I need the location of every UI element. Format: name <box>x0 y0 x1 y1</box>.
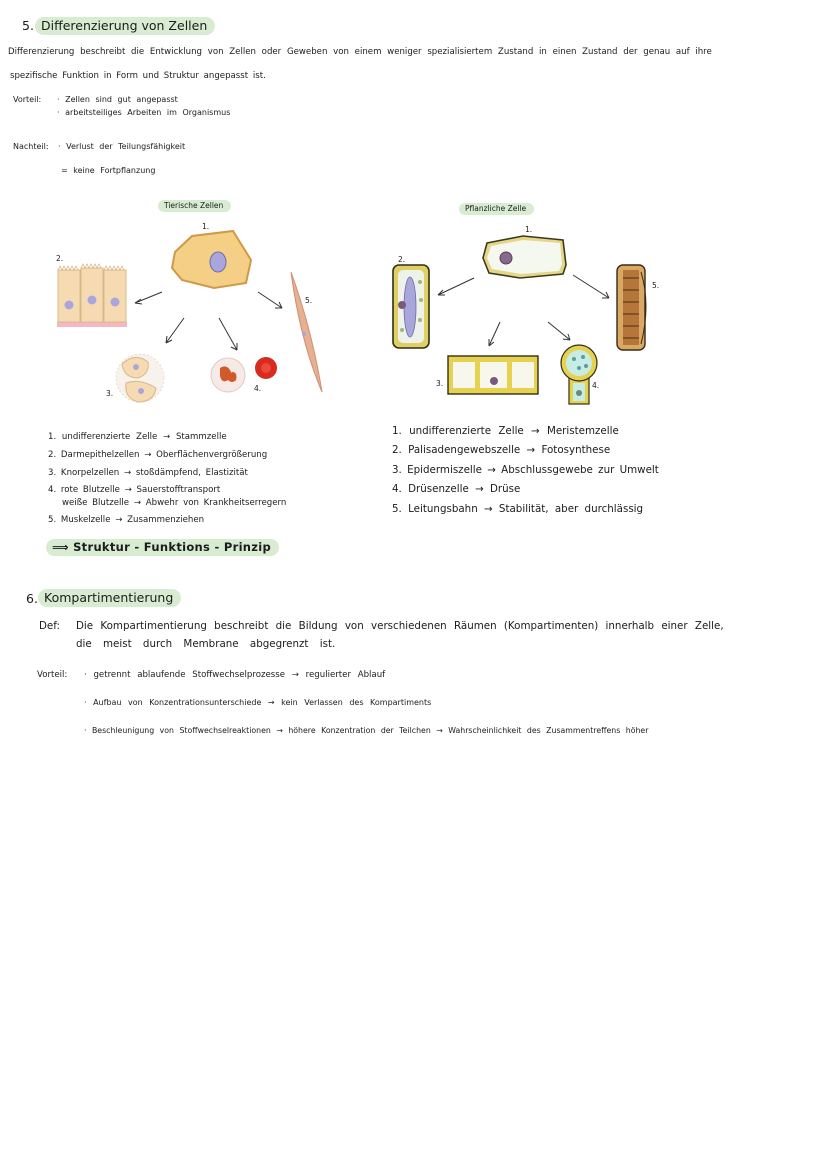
section5-vorteil-1: · Zellen sind gut angepasst <box>57 95 178 104</box>
animal-num-3: 3. <box>106 389 114 398</box>
section6-def-line1: Die Kompartimentierung beschreibt die Bildung von verschiedenen Räumen (Kompartimenten) innerhalb einer Zelle, <box>76 620 724 632</box>
section6-vorteil-2: · Aufbau von Konzentrationsunterschiede → kein Verlassen des Kompartiments <box>84 698 432 707</box>
plant-list-3: 3. Epidermiszelle → Abschlussgewebe zur Umwelt <box>392 464 659 476</box>
plant-meristem-cell <box>483 236 566 278</box>
section5-vorteil-2: · arbeitsteiliges Arbeiten im Organismus <box>57 108 231 117</box>
animal-list-1: 1. undifferenzierte Zelle → Stammzelle <box>48 432 227 442</box>
animal-title: Tierische Zellen <box>158 200 231 212</box>
section5-number: 5. <box>22 18 34 33</box>
section5-definition-line2: spezifische Funktion in Form und Struktur angepasst ist. <box>10 71 266 81</box>
section6-vorteil-label: Vorteil: <box>37 670 68 680</box>
animal-list-4b: weiße Blutzelle → Abwehr von Krankheitserregern <box>62 498 287 508</box>
plant-num-1: 1. <box>525 225 533 234</box>
section6-def-line2: die meist durch Membrane abgegrenzt ist. <box>76 638 336 650</box>
section5-nachteil: · Verlust der Teilungsfähigkeit <box>58 142 186 151</box>
plant-list-2: 2. Palisadengewebszelle → Fotosynthese <box>392 444 611 456</box>
animal-num-4: 4. <box>254 384 262 393</box>
animal-list-5: 5. Muskelzelle → Zusammenziehen <box>48 515 205 525</box>
plant-vessel <box>617 265 646 350</box>
plant-arrows <box>438 275 609 346</box>
plant-list-5: 5. Leitungsbahn → Stabilität, aber durchlässig <box>392 503 644 515</box>
section6-vorteil-3: · Beschleunigung von Stoffwechselreaktionen → höhere Konzentration der Teilchen → Wahrscheinlichkeit des Zusammentreffens höher <box>84 726 649 735</box>
structure-function-principle: ⟹ Struktur - Funktions - Prinzip <box>46 539 279 556</box>
section5-vorteil-label: Vorteil: <box>13 95 42 104</box>
animal-list-4: 4. rote Blutzelle → Sauerstofftransport <box>48 485 221 495</box>
section5-title: Differenzierung von Zellen <box>35 17 215 35</box>
section5-definition-line1: Differenzierung beschreibt die Entwicklung von Zellen oder Geweben von einem weniger spezialisiertem Zustand in einen Zustand der genau auf ihre <box>8 47 712 57</box>
section6-vorteil-1: · getrennt ablaufende Stoffwechselprozesse → regulierter Ablauf <box>84 670 386 680</box>
plant-num-2: 2. <box>398 255 406 264</box>
plant-title: Pflanzliche Zelle <box>459 203 534 215</box>
plant-palisade-cell <box>393 265 429 348</box>
section6-title: Kompartimentierung <box>38 589 181 607</box>
plant-num-5: 5. <box>652 281 660 290</box>
plant-num-4: 4. <box>592 381 600 390</box>
plant-num-3: 3. <box>436 379 444 388</box>
section6-number: 6. <box>26 591 38 606</box>
plant-epidermis-cells <box>448 356 538 394</box>
plant-gland-cell <box>561 345 600 404</box>
animal-num-5: 5. <box>305 296 313 305</box>
animal-list-3: 3. Knorpelzellen → stoßdämpfend, Elastizität <box>48 468 248 478</box>
plant-diagram <box>0 0 828 430</box>
animal-list-2: 2. Darmepithelzellen → Oberflächenvergrößerung <box>48 450 268 460</box>
section6-def-label: Def: <box>39 620 60 632</box>
plant-list-1: 1. undifferenzierte Zelle → Meristemzelle <box>392 425 619 437</box>
section5-nachteil-label: Nachteil: <box>13 142 49 151</box>
section5-nachteil-result: = keine Fortpflanzung <box>61 166 156 175</box>
plant-list-4: 4. Drüsenzelle → Drüse <box>392 483 521 495</box>
animal-num-2: 2. <box>56 254 64 263</box>
animal-num-1: 1. <box>202 222 210 231</box>
